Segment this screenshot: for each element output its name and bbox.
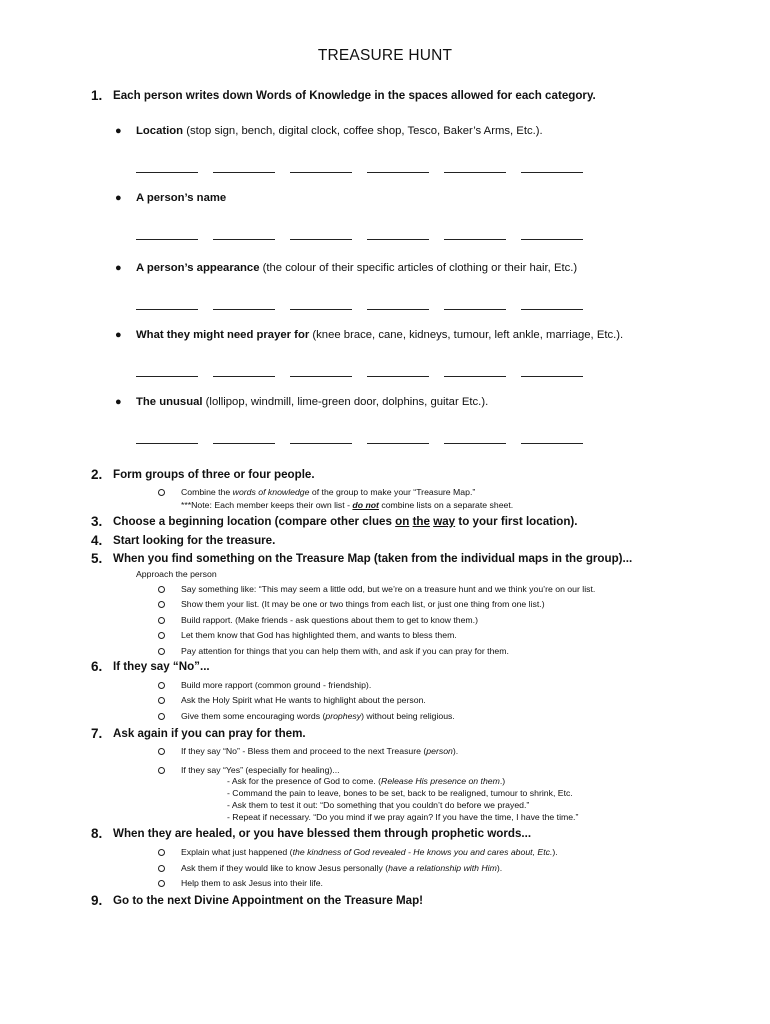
blank-line	[290, 443, 352, 444]
list-item: Explain what just happened (the kindness of God revealed - He knows you and cares about, Etc.).	[181, 847, 558, 857]
blank-line	[521, 376, 583, 377]
step-3-number: 3.	[91, 514, 103, 529]
blank-line	[213, 239, 275, 240]
circle-bullet-icon	[158, 632, 165, 639]
list-item: Say something like: “This may seem a little odd, but we’re on a treasure hunt and we think you’re on our list.	[181, 584, 596, 594]
bullet-icon: ●	[115, 329, 122, 341]
circle-bullet-icon	[158, 767, 165, 774]
category-appearance: A person’s appearance (the colour of their specific articles of clothing or their hair, Etc.)	[136, 262, 578, 274]
step-3-heading: Choose a beginning location (compare other clues on the way to your first location).	[113, 515, 578, 528]
category-unusual: The unusual (lollipop, windmill, lime-green door, dolphins, guitar Etc.).	[136, 396, 489, 408]
circle-bullet-icon	[158, 489, 165, 496]
list-item: Give them some encouraging words (prophesy) without being religious.	[181, 711, 455, 721]
list-item: If they say “Yes” (especially for healing)...	[181, 765, 340, 775]
page-title: TREASURE HUNT	[317, 47, 453, 64]
step-5-number: 5.	[91, 551, 103, 566]
blank-line	[521, 239, 583, 240]
category-location: Location (stop sign, bench, digital clock, coffee shop, Tesco, Baker’s Arms, Etc.).	[136, 125, 543, 137]
blank-line	[521, 443, 583, 444]
blank-line	[136, 309, 198, 310]
detail-line: - Repeat if necessary. “Do you mind if we pray again? If you have the time, I have the time.”	[227, 812, 579, 822]
blank-line	[290, 309, 352, 310]
step-4-heading: Start looking for the treasure.	[113, 534, 276, 547]
list-item: Help them to ask Jesus into their life.	[181, 878, 323, 888]
blank-line	[290, 172, 352, 173]
step-2-item: Combine the words of knowledge of the group to make your “Treasure Map.”	[181, 487, 476, 497]
blank-line	[521, 309, 583, 310]
step-5-intro: Approach the person	[136, 569, 217, 579]
detail-line: - Ask for the presence of God to come. (Release His presence on them.)	[227, 776, 506, 786]
step-4-number: 4.	[91, 533, 103, 548]
category-name: A person’s name	[136, 192, 227, 204]
blank-line	[290, 239, 352, 240]
step-2-note: ***Note: Each member keeps their own list - do not combine lists on a separate sheet.	[181, 500, 514, 510]
blank-line	[444, 309, 506, 310]
list-item: Ask them if they would like to know Jesus personally (have a relationship with Him).	[181, 863, 503, 873]
step-9-heading: Go to the next Divine Appointment on the Treasure Map!	[113, 894, 424, 907]
blank-line	[136, 172, 198, 173]
blank-line	[136, 376, 198, 377]
bullet-icon: ●	[115, 262, 122, 274]
step-2-heading: Form groups of three or four people.	[113, 468, 315, 481]
bullet-icon: ●	[115, 396, 122, 408]
step-6-heading: If they say “No”...	[113, 660, 210, 673]
circle-bullet-icon	[158, 648, 165, 655]
blank-line	[213, 443, 275, 444]
circle-bullet-icon	[158, 880, 165, 887]
list-item: Build rapport. (Make friends - ask questions about them to get to know them.)	[181, 615, 478, 625]
blank-line	[521, 172, 583, 173]
list-item: Let them know that God has highlighted them, and wants to bless them.	[181, 630, 457, 640]
circle-bullet-icon	[158, 713, 165, 720]
list-item: Pay attention for things that you can help them with, and ask if you can pray for them.	[181, 646, 509, 656]
circle-bullet-icon	[158, 849, 165, 856]
step-7-heading: Ask again if you can pray for them.	[113, 727, 306, 740]
blank-line	[444, 376, 506, 377]
blank-line	[444, 239, 506, 240]
blank-line	[367, 443, 429, 444]
blank-line	[213, 376, 275, 377]
step-6-number: 6.	[91, 659, 103, 674]
blank-line	[136, 239, 198, 240]
blank-line	[367, 376, 429, 377]
step-7-number: 7.	[91, 726, 103, 741]
list-item: Show them your list. (It may be one or two things from each list, or just one thing from one list.)	[181, 599, 545, 609]
circle-bullet-icon	[158, 601, 165, 608]
list-item: If they say “No” - Bless them and proceed to the next Treasure (person).	[181, 746, 459, 756]
step-2-number: 2.	[91, 467, 103, 482]
blank-line	[213, 172, 275, 173]
circle-bullet-icon	[158, 865, 165, 872]
detail-line: - Ask them to test it out: “Do something that you couldn’t do before we prayed.”	[227, 800, 530, 810]
blank-line	[367, 239, 429, 240]
blank-line	[444, 443, 506, 444]
circle-bullet-icon	[158, 617, 165, 624]
blank-line	[290, 376, 352, 377]
step-5-heading: When you find something on the Treasure Map (taken from the individual maps in the group)...	[113, 552, 633, 565]
blank-line	[213, 309, 275, 310]
step-1-heading: Each person writes down Words of Knowledge in the spaces allowed for each category.	[113, 89, 596, 102]
circle-bullet-icon	[158, 682, 165, 689]
circle-bullet-icon	[158, 586, 165, 593]
step-8-heading: When they are healed, or you have blessed them through prophetic words...	[113, 827, 532, 840]
circle-bullet-icon	[158, 748, 165, 755]
list-item: Ask the Holy Spirit what He wants to highlight about the person.	[181, 695, 426, 705]
detail-line: - Command the pain to leave, bones to be set, back to be realigned, tumour to shrink, Etc.	[227, 788, 573, 798]
list-item: Build more rapport (common ground - friendship).	[181, 680, 372, 690]
circle-bullet-icon	[158, 697, 165, 704]
step-1-number: 1.	[91, 88, 103, 103]
step-9-number: 9.	[91, 893, 103, 908]
category-prayer-need: What they might need prayer for (knee brace, cane, kidneys, tumour, left ankle, marriage, Etc.).	[136, 329, 624, 341]
blank-line	[367, 309, 429, 310]
step-8-number: 8.	[91, 826, 103, 841]
blank-line	[367, 172, 429, 173]
blank-line	[136, 443, 198, 444]
bullet-icon: ●	[115, 192, 122, 204]
bullet-icon: ●	[115, 125, 122, 137]
blank-line	[444, 172, 506, 173]
